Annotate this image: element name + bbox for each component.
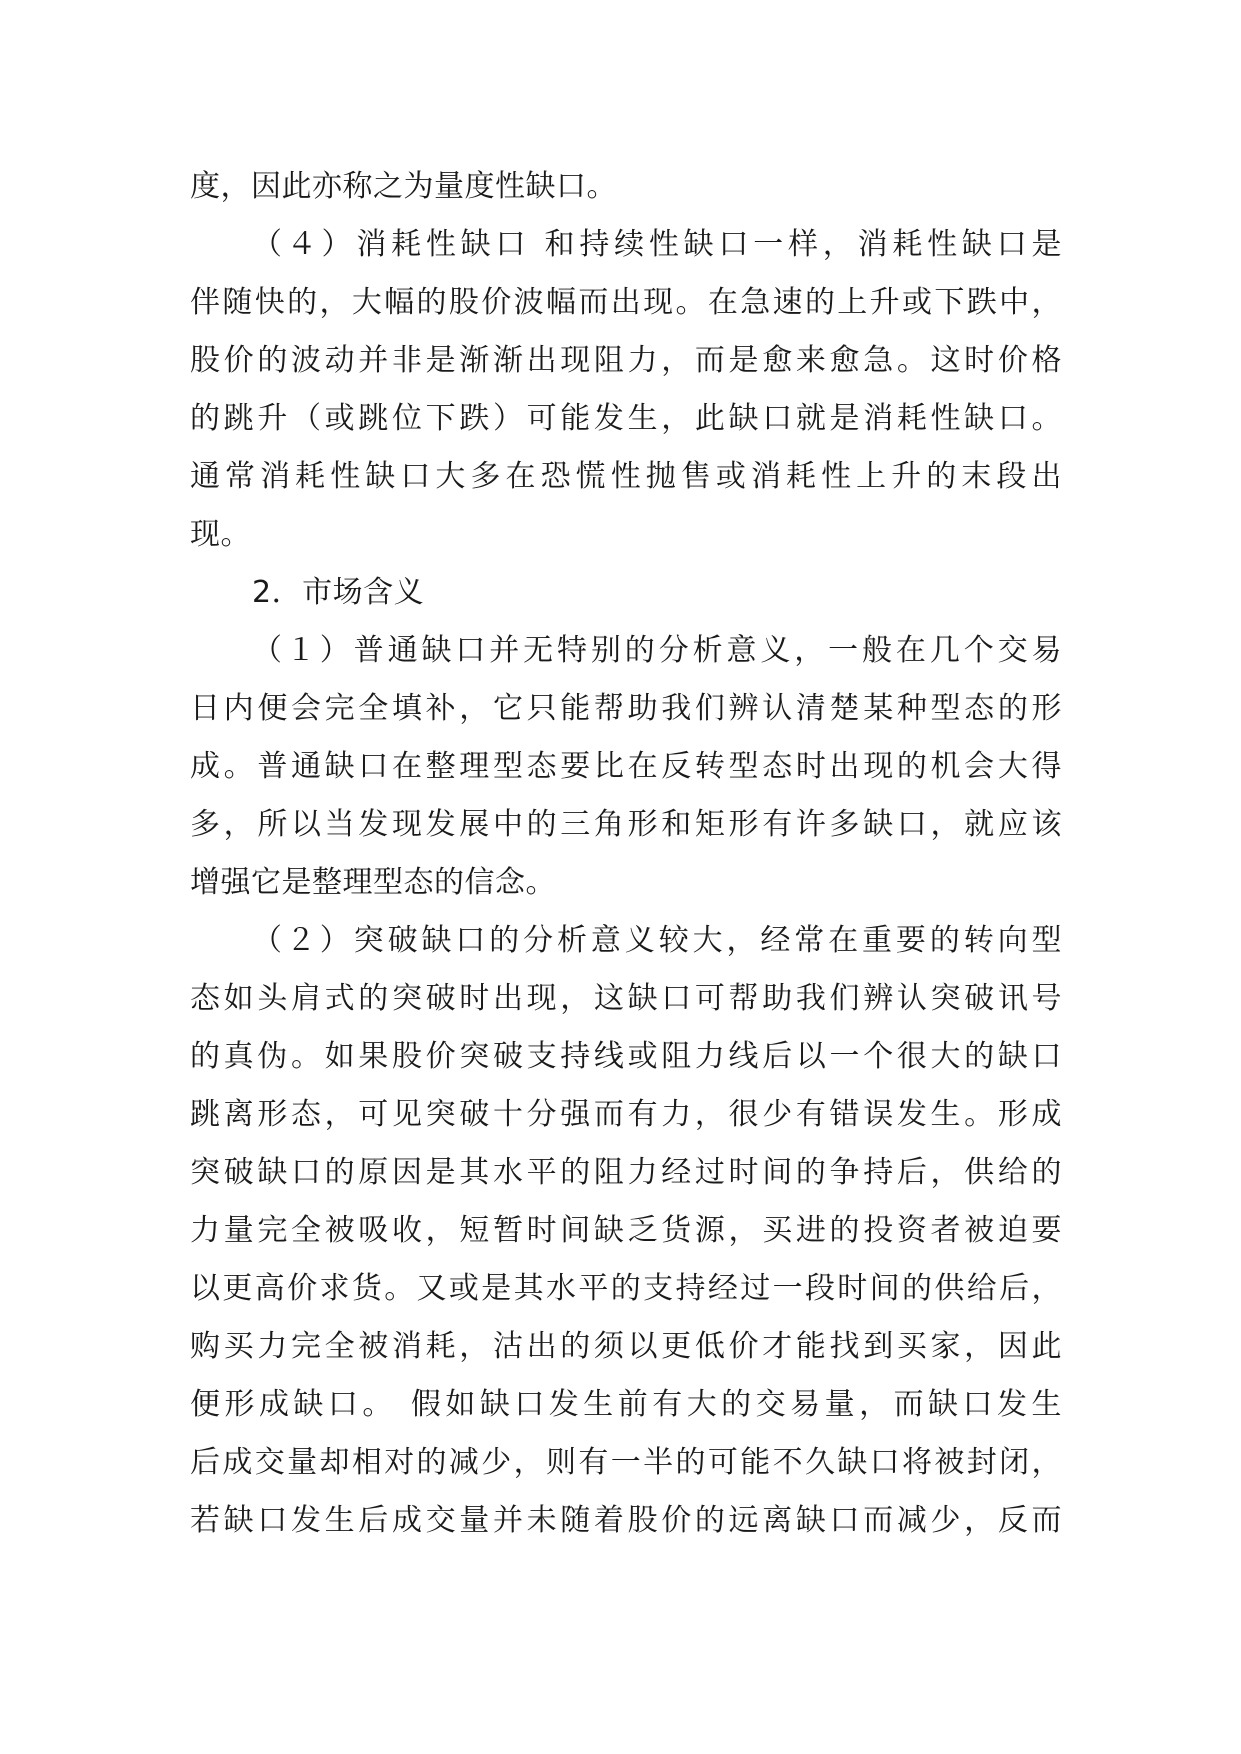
text-line: （２）突破缺口的分析意义较大，经常在重要的转向型 [252,923,1062,958]
text-line: 若缺口发生后成交量并未随着股价的远离缺口而减少，反而 [190,1503,1062,1538]
text-line: 购买力完全被消耗，沽出的须以更低价才能找到买家，因此 [190,1329,1062,1364]
text-line: 通常消耗性缺口大多在恐慌性抛售或消耗性上升的末段出 [190,459,1062,494]
text-line: 2．市场含义 [252,575,425,610]
text-line: 后成交量却相对的减少，则有一半的可能不久缺口将被封闭， [190,1445,1062,1480]
text-line: 多，所以当发现发展中的三角形和矩形有许多缺口，就应该 [190,807,1062,842]
text-line: 跳离形态，可见突破十分强而有力，很少有错误发生。形成 [190,1097,1062,1132]
text-line: 的跳升（或跳位下跌）可能发生，此缺口就是消耗性缺口。 [190,401,1062,436]
text-line: （４）消耗性缺口 和持续性缺口一样，消耗性缺口是 [252,227,1062,262]
text-line: 的真伪。如果股价突破支持线或阻力线后以一个很大的缺口 [190,1039,1062,1074]
text-line: 增强它是整理型态的信念。 [190,865,556,900]
text-line: 突破缺口的原因是其水平的阻力经过时间的争持后，供给的 [190,1155,1062,1190]
text-line: （１）普通缺口并无特别的分析意义，一般在几个交易 [252,633,1062,668]
body-text [190,158,1062,1550]
text-line: 日内便会完全填补，它只能帮助我们辨认清楚某种型态的形 [190,691,1062,726]
text-line: 力量完全被吸收，短暂时间缺乏货源，买进的投资者被迫要 [190,1213,1062,1248]
text-line: 便形成缺口。 假如缺口发生前有大的交易量，而缺口发生 [190,1387,1062,1422]
text-line: 现。 [190,517,251,552]
text-line: 股价的波动并非是渐渐出现阻力，而是愈来愈急。这时价格 [190,343,1062,378]
text-line: 以更高价求货。又或是其水平的支持经过一段时间的供给后， [190,1271,1062,1306]
text-line: 成。普通缺口在整理型态要比在反转型态时出现的机会大得 [190,749,1062,784]
text-line: 度，因此亦称之为量度性缺口。 [190,169,617,204]
text-line: 伴随快的，大幅的股价波幅而出现。在急速的上升或下跌中， [190,285,1062,320]
text-line: 态如头肩式的突破时出现，这缺口可帮助我们辨认突破讯号 [190,981,1062,1016]
